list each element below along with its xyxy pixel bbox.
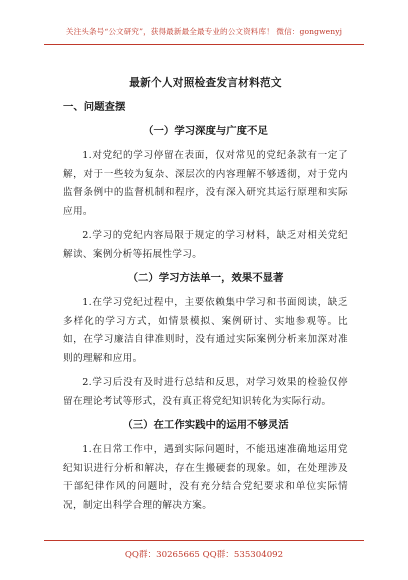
subsection-heading-1: （一）学习深度与广度不足 — [143, 125, 268, 137]
paragraph: 1.在学习党纪过程中，主要依赖集中学习和书面阅读，缺乏多样化的学习方式，如情景模拟、案例研讨、实地参观等。比如，在学习廉洁自律准则时，没有通过实际案例分析来加深对准则的理解和应用。 — [63, 297, 348, 364]
paragraph: 1.对党纪的学习停留在表面，仅对常见的党纪条款有一定了解，对于一些较为复杂、深层次的内容理解不够透彻，对于党内监督条例中的监督机制和程序，没有深入研究其运行原理和实际应用。 — [63, 150, 348, 217]
document-body — [63, 75, 348, 521]
subsection-heading-2: （二）学习方法单一，效果不显著 — [127, 272, 284, 284]
section-heading-problems: 一、问题查摆 — [63, 101, 126, 113]
footer-divider — [44, 540, 364, 541]
paragraph: 1.在日常工作中，遇到实际问题时，不能迅速准确地运用党纪知识进行分析和解决，存在生搬硬套的现象。如，在处理涉及干部纪律作风的问题时，没有充分结合党纪要求和单位实际情况，制定出科学合理的解决方案。 — [63, 444, 348, 511]
footer-qq-groups: QQ群：30265665 QQ群：535304092 — [124, 550, 284, 560]
document-title: 最新个人对照检查发言材料范文 — [129, 77, 282, 89]
paragraph: 2.学习的党纪内容局限于规定的学习材料，缺乏对相关党纪解读、案例分析等拓展性学习。 — [63, 230, 348, 260]
header-divider — [44, 44, 364, 45]
subsection-heading-3: （三）在工作实践中的运用不够灵活 — [122, 419, 289, 431]
paragraph: 2.学习后没有及时进行总结和反思，对学习效果的检验仅停留在理论考试等形式，没有真正将党纪知识转化为实际行动。 — [63, 377, 348, 407]
header-promo-text: 关注头条号“公文研究”，获得最新最全最专业的公文资料库！ 微信：gongwenyj — [65, 27, 343, 36]
